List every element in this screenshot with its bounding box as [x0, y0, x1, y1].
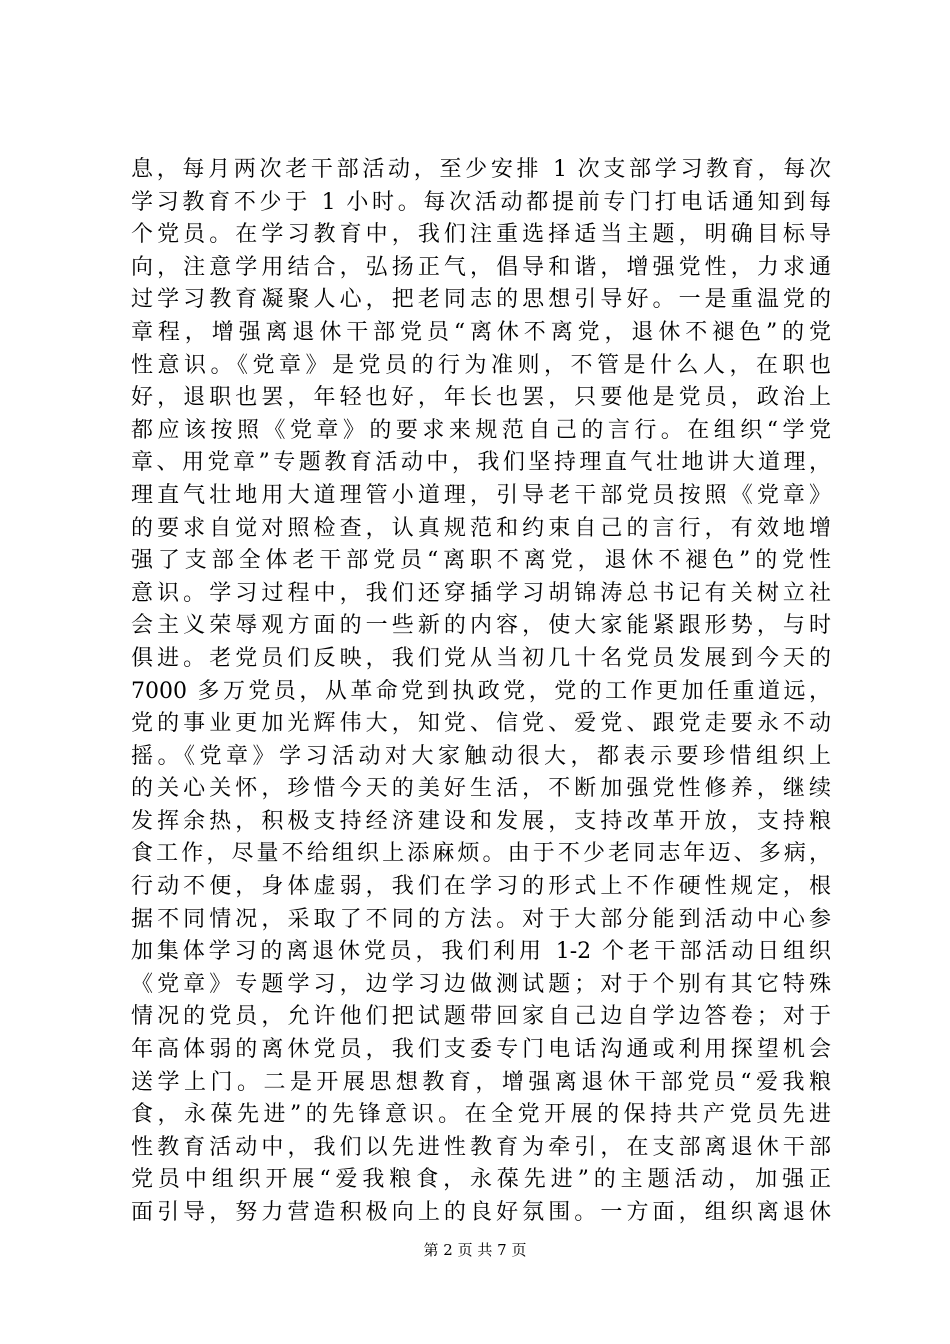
text-line: 俱进。老党员们反映，我们党从当初几十名党员发展到今天的 — [131, 645, 831, 671]
text-line: 好，退职也罢，年轻也好，年长也罢，只要他是党员，政治上 — [131, 385, 831, 411]
text-line: 食，永葆先进”的先锋意识。在全党开展的保持共产党员先进 — [131, 1102, 831, 1128]
text-line: 向，注意学用结合，弘扬正气，倡导和谐，增强党性，力求通 — [131, 254, 831, 280]
body-text — [131, 154, 831, 1230]
text-line: 性意识。《党章》是党员的行为准则，不管是什么人，在职也 — [131, 352, 831, 378]
text-line: 都应该按照《党章》的要求来规范自己的言行。在组织“学党 — [131, 417, 831, 443]
text-line: 发挥余热，积极支持经济建设和发展，支持改革开放，支持粮 — [131, 808, 831, 834]
text-line: 摇。《党章》学习活动对大家触动很大，都表示要珍惜组织上 — [131, 743, 831, 769]
text-line: 意识。学习过程中，我们还穿插学习胡锦涛总书记有关树立社 — [131, 580, 831, 606]
text-line: 党的事业更加光辉伟大，知党、信党、爱党、跟党走要永不动 — [131, 711, 831, 737]
text-line: 行动不便，身体虚弱，我们在学习的形式上不作硬性规定，根 — [131, 874, 831, 900]
text-line: 送学上门。二是开展思想教育，增强离退休干部党员“爱我粮 — [131, 1069, 831, 1095]
text-line: 理直气壮地用大道理管小道理，引导老干部党员按照《党章》 — [131, 482, 831, 508]
text-line: 过学习教育凝聚人心，把老同志的思想引导好。一是重温党的 — [131, 287, 831, 313]
text-line: 个党员。在学习教育中，我们注重选择适当主题，明确目标导 — [131, 222, 831, 248]
text-line: 章程，增强离退休干部党员“离休不离党，退休不褪色”的党 — [131, 319, 831, 345]
text-line: 食工作，尽量不给组织上添麻烦。由于不少老同志年迈、多病， — [131, 841, 831, 867]
text-line: 的关心关怀，珍惜今天的美好生活，不断加强党性修养，继续 — [131, 776, 831, 802]
text-line: 情况的党员，允许他们把试题带回家自己边自学边答卷；对于 — [131, 1004, 831, 1030]
text-line: 《党章》专题学习，边学习边做测试题；对于个别有其它特殊 — [131, 971, 831, 997]
text-line: 加集体学习的离退休党员，我们利用 1-2 个老干部活动日组织 — [131, 939, 831, 965]
text-line: 强了支部全体老干部党员“离职不离党，退休不褪色”的党性 — [131, 548, 831, 574]
text-line: 年高体弱的离休党员，我们支委专门电话沟通或利用探望机会 — [131, 1037, 831, 1063]
text-line: 性教育活动中，我们以先进性教育为牵引，在支部离退休干部 — [131, 1134, 831, 1160]
text-line: 章、用党章”专题教育活动中，我们坚持理直气壮地讲大道理， — [131, 450, 831, 476]
text-line: 会主义荣辱观方面的一些新的内容，使大家能紧跟形势，与时 — [131, 613, 831, 639]
text-line: 的要求自觉对照检查，认真规范和约束自己的言行，有效地增 — [131, 515, 831, 541]
text-line: 面引导，努力营造积极向上的良好氛围。一方面，组织离退休 — [131, 1200, 831, 1225]
page-footer: 第 2 页 共 7 页 — [423, 1241, 527, 1259]
text-line: 学习教育不少于 1 小时。每次活动都提前专门打电话通知到每 — [131, 189, 831, 215]
text-line: 7000 多万党员，从革命党到执政党，党的工作更加任重道远， — [131, 678, 831, 704]
text-line: 息，每月两次老干部活动，至少安排 1 次支部学习教育，每次 — [131, 157, 831, 182]
text-line: 党员中组织开展“爱我粮食，永葆先进”的主题活动，加强正 — [131, 1167, 831, 1193]
text-line: 据不同情况，采取了不同的方法。对于大部分能到活动中心参 — [131, 906, 831, 932]
